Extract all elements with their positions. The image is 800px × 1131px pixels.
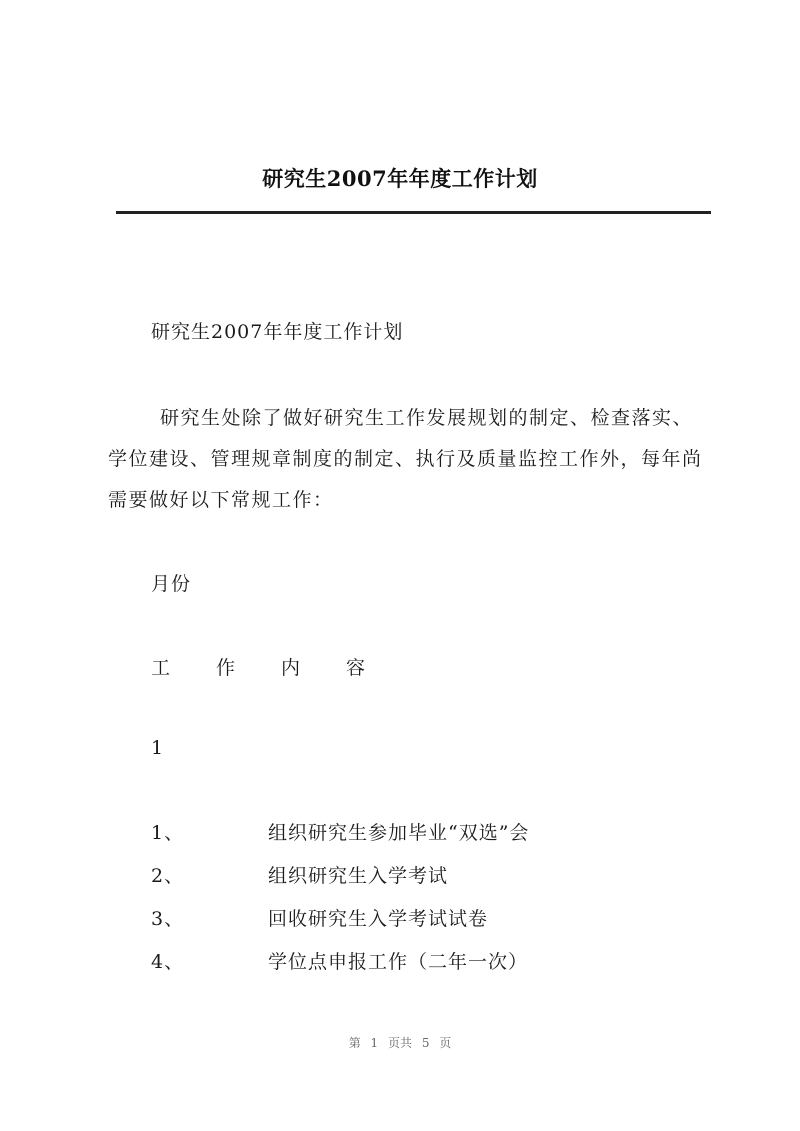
- month-label: 月份: [151, 573, 192, 595]
- intro-text: 研究生处除了做好研究生工作发展规划的制定、检查落实、学位建设、管理规章制度的制定、执行及质量监控工作外，每年尚需要做好以下常规工作：: [108, 407, 703, 511]
- page-footer: 第 1 页共 5 页: [348, 1036, 452, 1050]
- list-item: [151, 947, 529, 990]
- list-item: [151, 861, 529, 904]
- content-label-char: 内: [281, 657, 301, 679]
- month-number: 1: [151, 737, 164, 759]
- content-label: [151, 653, 411, 680]
- intro-paragraph: [108, 398, 708, 521]
- task-number: 2、: [151, 865, 185, 887]
- task-number: 4、: [151, 951, 185, 973]
- content-label-char: 容: [346, 657, 366, 679]
- task-number: 3、: [151, 908, 185, 930]
- task-text: 回收研究生入学考试试卷: [268, 908, 489, 930]
- task-text: 组织研究生参加毕业“双选”会: [268, 822, 530, 844]
- content-label-char: 作: [216, 657, 236, 679]
- list-item: [151, 818, 529, 861]
- page-header-title: 研究生2007年年度工作计划: [262, 166, 538, 191]
- document-title: 研究生2007年年度工作计划: [151, 321, 404, 343]
- task-text: 组织研究生入学考试: [268, 865, 449, 887]
- header-divider: [116, 211, 711, 214]
- task-text: 学位点申报工作（二年一次）: [268, 951, 529, 973]
- task-number: 1、: [151, 822, 185, 844]
- task-list: [151, 818, 529, 990]
- content-label-char: 工: [151, 657, 171, 679]
- list-item: [151, 904, 529, 947]
